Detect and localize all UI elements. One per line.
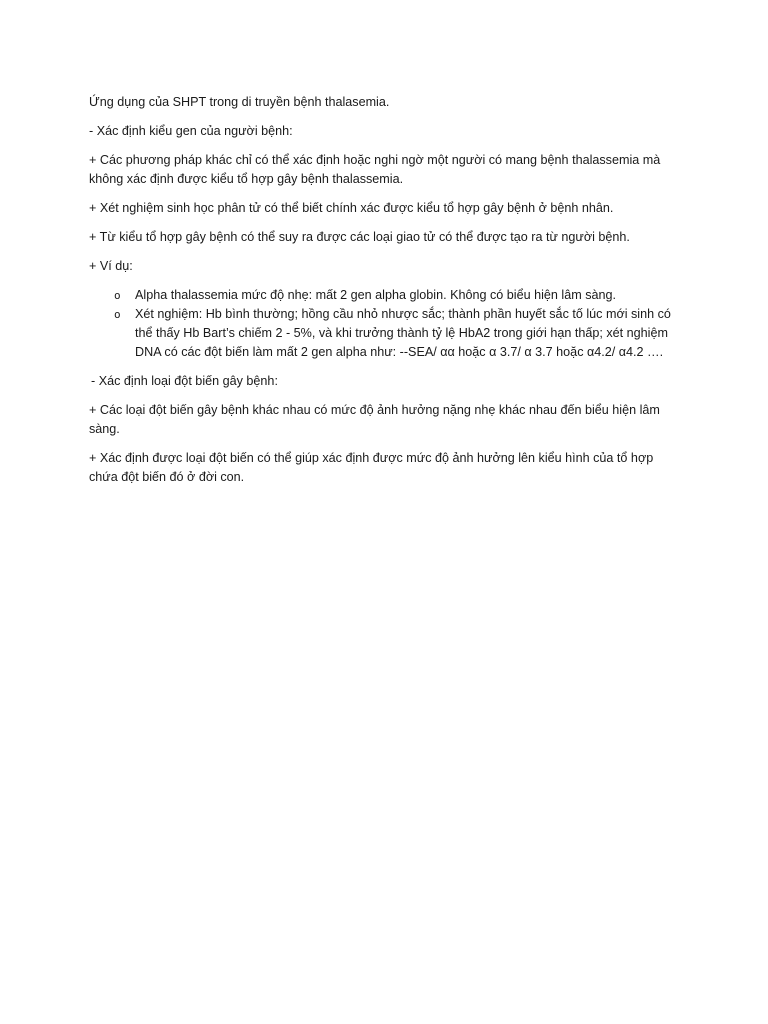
bullet-marker: o xyxy=(114,308,121,321)
paragraph-other-methods: + Các phương pháp khác chỉ có thể xác định hoặc nghi ngờ một người có mang bệnh thalassemia mà không xác định được kiểu tổ hợp gây bệnh thalassemia. xyxy=(89,153,661,186)
list-item xyxy=(89,305,674,362)
bullet-text: Xét nghiệm: Hb bình thường; hồng cầu nhỏ nhược sắc; thành phần huyết sắc tố lúc mới sinh có thể thấy Hb Bart’s chiếm 2 - 5%, và khi trưởng thành tỷ lệ HbA2 trong giới hạn thấp; xét nghiệm DNA có các đột biến làm mất 2 gen alpha như: --SEA/ αα hoặc α 3.7/ α 3.7 hoặc α4.2/ α4.2 …. xyxy=(135,307,671,359)
section-heading-mutation: - Xác định loại đột biến gây bệnh: xyxy=(91,374,278,388)
bullet-text: Alpha thalassemia mức độ nhẹ: mất 2 gen alpha globin. Không có biểu hiện lâm sàng. xyxy=(135,288,617,302)
paragraph-gametes: + Từ kiểu tổ hợp gây bệnh có thể suy ra được các loại giao tử có thể được tạo ra từ người bệnh. xyxy=(89,230,630,244)
example-label: + Ví dụ: xyxy=(89,259,133,273)
paragraph-mutation-severity: + Các loại đột biến gây bệnh khác nhau có mức độ ảnh hưởng nặng nhẹ khác nhau đến biểu hiện lâm sàng. xyxy=(89,403,660,436)
paragraph-mutation-offspring: + Xác định được loại đột biến có thể giúp xác định được mức độ ảnh hưởng lên kiểu hình của tổ hợp chứa đột biến đó ở đời con. xyxy=(89,451,654,484)
example-bullet-list xyxy=(89,286,674,362)
bullet-marker: o xyxy=(114,289,121,302)
list-item xyxy=(89,286,674,305)
section-heading-genotype: - Xác định kiểu gen của người bệnh: xyxy=(89,124,293,138)
paragraph-molecular-test: + Xét nghiệm sinh học phân tử có thể biết chính xác được kiểu tổ hợp gây bệnh ở bệnh nhân. xyxy=(89,201,614,215)
document-title: Ứng dụng của SHPT trong di truyền bệnh thalasemia. xyxy=(89,95,390,109)
document-page xyxy=(89,93,674,497)
